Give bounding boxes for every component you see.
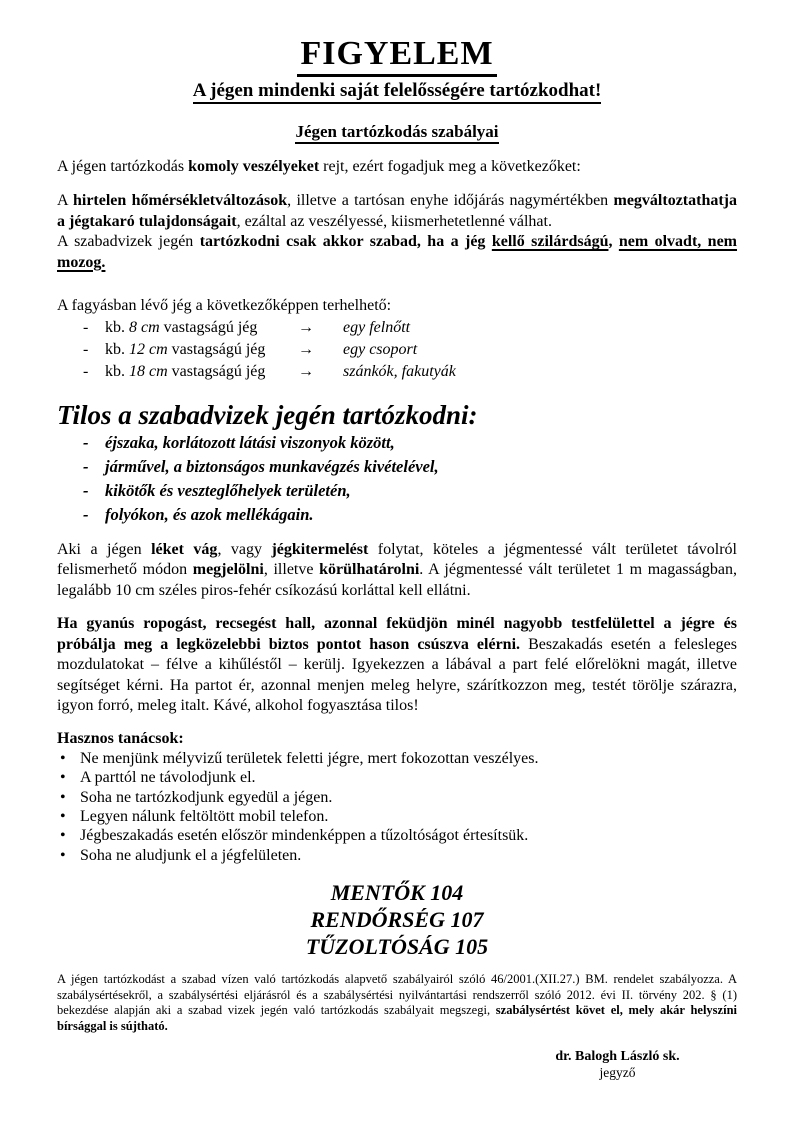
intro-bold: komoly veszélyeket <box>188 157 320 175</box>
tips-heading: Hasznos tanácsok: <box>57 729 184 747</box>
dash-bullet: - <box>83 432 89 452</box>
tip-item <box>60 768 737 787</box>
weather-paragraph: A hirtelen hőmérsékletváltozások, illetve a tartósan enyhe időjárás nagymértékben megváltoztathatja a jégtakaró tulajdonságait, ezáltal az veszélyessé, kiismerhetetlenné válhat. <box>57 192 737 230</box>
rules-paragraph-block <box>57 191 737 273</box>
emergency-numbers <box>57 879 737 960</box>
ice-load-section <box>57 296 737 383</box>
tip-text: Jégbeszakadás esetén először mindenképpen a tűzoltóságot értesítsük. <box>80 827 529 845</box>
tip-item <box>60 826 737 845</box>
emergency-line-fire: TŰZOLTÓSÁG 105 <box>305 934 489 960</box>
bullet-icon: • <box>60 788 66 806</box>
signature-name: dr. Balogh László sk. <box>555 1049 680 1065</box>
bullet-icon: • <box>60 749 66 767</box>
tip-text: Legyen nálunk feltöltött mobil telefon. <box>80 807 329 825</box>
ice-thickness: 18 cm <box>129 362 168 380</box>
signature-title: jegyző <box>599 1065 636 1081</box>
arrow-icon: → <box>298 318 314 336</box>
page-title-text: FIGYELEM <box>297 36 496 77</box>
cracking-paragraph: Ha gyanús ropogást, recsegést hall, azonnal feküdjön minél nagyobb testfelülettel a jégre és próbálja meg a legközelebbi biztos pontot hason csúszva elérni. Beszakadás esetén a felesleges mozdulatokat – félve a kihűléstől – kerülj. Igyekezzen a lábával a part felé előrelökni magát, illetve segítséget kérni. Ha partot ér, azonnal menjen meleg helyre, szárítkozzon meg, testét törölje szárazra, igyon forró, meleg italt. Kávé, alkohol fogyasztása tilos! <box>57 615 737 715</box>
tip-item <box>60 807 737 826</box>
section-heading-text: Jégen tartózkodás szabályai <box>295 122 498 144</box>
ice-load-intro: A fagyásban lévő jég a következőképpen terhelhető: <box>57 297 392 315</box>
arrow-icon: → <box>298 362 314 380</box>
forbidden-item-text: éjszaka, korlátozott látási viszonyok között, <box>105 432 395 452</box>
ice-load-text: kb. 8 cm vastagságú jég <box>105 318 258 336</box>
tip-text: A parttól ne távolodjunk el. <box>80 769 256 787</box>
dash-bullet: - <box>83 340 89 358</box>
marking-paragraph: Aki a jégen léket vág, vagy jégkitermelést folytat, köteles a jégmentessé vált területet távolról felismerhető módon megjelölni, illetve körülhatárolni. A jégmentessé vált területet 1 m magasságban, legalább 10 cm széles piros-fehér csíkozású korláttal kell ellátni. <box>57 540 738 599</box>
ice-load-result: szánkók, fakutyák <box>343 362 456 380</box>
ice-load-result: egy felnőtt <box>343 318 411 336</box>
ice-thickness: 8 cm <box>129 318 160 336</box>
stay-paragraph: A szabadvizek jegén tartózkodni csak akkor szabad, ha a jég kellő szilárdságú, nem olvadt, nem mozog. <box>57 233 738 271</box>
bullet-icon: • <box>60 827 66 845</box>
intro-paragraph <box>57 157 737 178</box>
ice-load-text: kb. 18 cm vastagságú jég <box>105 362 266 380</box>
tip-item <box>60 846 737 865</box>
tip-item <box>60 749 737 768</box>
forbidden-item <box>83 431 737 455</box>
dash-bullet: - <box>83 480 89 500</box>
arrow-icon: → <box>298 340 314 358</box>
ice-thickness: 12 cm <box>129 340 168 358</box>
page-title <box>57 36 737 77</box>
bullet-icon: • <box>60 769 66 787</box>
intro-text: A jégen tartózkodás <box>57 157 189 175</box>
dash-bullet: - <box>83 362 89 380</box>
signature-block <box>500 1048 735 1081</box>
forbidden-item <box>83 455 737 479</box>
tip-text: Ne menjünk mélyvizű területek feletti jégre, mert fokozottan veszélyes. <box>80 749 539 767</box>
bullet-icon: • <box>60 846 66 864</box>
forbidden-heading: Tilos a szabadvizek jegén tartózkodni: <box>57 399 478 430</box>
forbidden-item <box>83 503 737 527</box>
legal-paragraph: A jégen tartózkodást a szabad vízen való tartózkodás alapvető szabályairól szóló 46/2001.(XII.27.) BM. rendelet szabályozza. A szabálysértésekről, a szabálysértési eljárásról és a szabálysértési nyilvántartási rendszerről szóló 2012. évi II. törvény 202. § (1) bekezdése alapján aki a szabad vizek jegén való tartózkodás szabályait megszegi, szabálysértést követ el, mely akár helyszíni bírsággal is sújtható. <box>57 972 737 1033</box>
section-heading <box>57 122 737 144</box>
ice-load-row <box>83 317 737 339</box>
tip-text: Soha ne tartózkodjunk egyedül a jégen. <box>80 788 333 806</box>
emergency-line-ambulance: MENTŐK 104 <box>330 880 464 906</box>
ice-load-row <box>83 361 737 383</box>
forbidden-section <box>57 400 737 527</box>
forbidden-item <box>83 479 737 503</box>
dash-bullet: - <box>83 318 89 336</box>
ice-load-row <box>83 339 737 361</box>
ice-load-text: kb. 12 cm vastagságú jég <box>105 340 266 358</box>
tips-section <box>57 729 737 865</box>
tip-item <box>60 788 737 807</box>
tip-text: Soha ne aludjunk el a jégfelületen. <box>80 846 302 864</box>
intro-text-2: rejt, ezért fogadjuk meg a következőket: <box>319 157 581 175</box>
page-subtitle-text: A jégen mindenki saját felelősségére tartózkodhat! <box>193 80 602 104</box>
emergency-line-police: RENDŐRSÉG 107 <box>310 907 484 933</box>
dash-bullet: - <box>83 456 89 476</box>
page-subtitle <box>57 80 737 104</box>
bullet-icon: • <box>60 807 66 825</box>
forbidden-item-text: járművel, a biztonságos munkavégzés kivételével, <box>105 456 439 476</box>
forbidden-item-text: kikötők és veszteglőhelyek területén, <box>105 480 351 500</box>
forbidden-item-text: folyókon, és azok mellékágain. <box>105 504 314 524</box>
dash-bullet: - <box>83 504 89 524</box>
ice-load-result: egy csoport <box>343 340 418 358</box>
